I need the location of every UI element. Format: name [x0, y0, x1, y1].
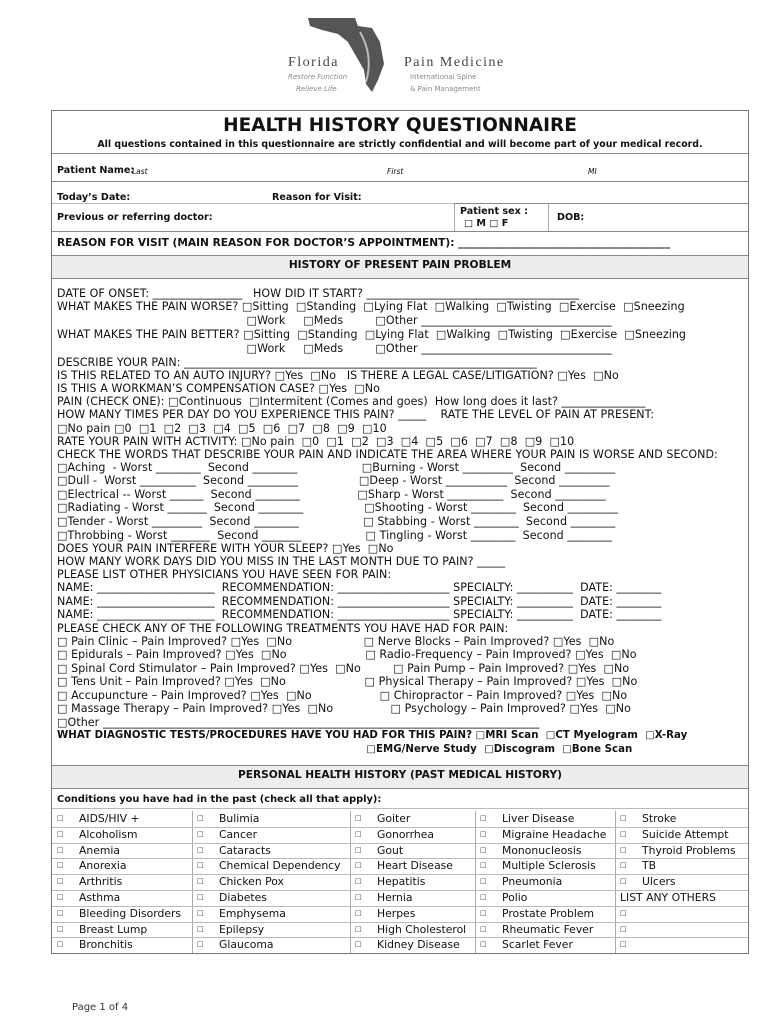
- pain-line[interactable]: □ Tens Unit – Pain Improved? □Yes □No □ Physical Therapy – Pain Improved? □Yes □No: [57, 675, 638, 688]
- condition-label: Ulcers: [642, 875, 676, 889]
- patient-name-label: Patient Name:: [57, 165, 135, 176]
- condition-label: Pneumonia: [502, 875, 563, 889]
- pain-line[interactable]: PLEASE CHECK ANY OF THE FOLLOWING TREATMENTS YOU HAVE HAD FOR PAIN:: [57, 622, 509, 635]
- condition-label: Chicken Pox: [219, 875, 284, 889]
- condition-checkbox[interactable]: □: [620, 861, 627, 870]
- todays-date-label: Today’s Date:: [57, 192, 131, 203]
- condition-label: Epilepsy: [219, 922, 265, 936]
- condition-checkbox[interactable]: □: [480, 940, 487, 949]
- condition-label: Liver Disease: [502, 812, 575, 825]
- reason-visit-label: Reason for Visit:: [272, 192, 362, 203]
- condition-checkbox[interactable]: □: [480, 908, 487, 917]
- pain-line[interactable]: PLEASE LIST OTHER PHYSICIANS YOU HAVE SEEN FOR PAIN:: [57, 568, 392, 581]
- condition-label: Rheumatic Fever: [502, 922, 594, 936]
- patient-sex-label: Patient sex :: [460, 206, 528, 217]
- condition-checkbox[interactable]: □: [620, 845, 627, 854]
- condition-checkbox[interactable]: □: [355, 845, 362, 854]
- condition-checkbox[interactable]: □: [57, 940, 64, 949]
- pain-line[interactable]: HOW MANY TIMES PER DAY DO YOU EXPERIENCE THIS PAIN? _____ RATE THE LEVEL OF PAIN AT PRESENT:: [57, 408, 655, 421]
- pain-line[interactable]: IS THIS A WORKMAN’S COMPENSATION CASE? □Yes □No: [57, 382, 380, 395]
- florida-pain-medicine-logo: [260, 12, 520, 100]
- condition-checkbox[interactable]: □: [197, 861, 204, 870]
- pain-line[interactable]: DOES YOUR PAIN INTERFERE WITH YOUR SLEEP? □Yes □No: [57, 542, 394, 555]
- condition-checkbox[interactable]: □: [57, 829, 64, 838]
- section-present-pain: HISTORY OF PRESENT PAIN PROBLEM: [288, 259, 512, 271]
- condition-checkbox[interactable]: □: [57, 877, 64, 886]
- pain-line[interactable]: □ Pain Clinic – Pain Improved? □Yes □No □ Nerve Blocks – Pain Improved? □Yes □No: [57, 635, 615, 648]
- reason-main: REASON FOR VISIT (MAIN REASON FOR DOCTOR’S APPOINTMENT): ________________________________________: [57, 237, 671, 249]
- condition-checkbox[interactable]: □: [197, 845, 204, 854]
- condition-checkbox[interactable]: □: [57, 924, 64, 933]
- condition-checkbox[interactable]: □: [480, 893, 487, 901]
- condition-label: Prostate Problem: [502, 906, 595, 920]
- referring-doctor-label: Previous or referring doctor:: [57, 212, 213, 223]
- condition-checkbox[interactable]: □: [480, 814, 487, 822]
- form-subtitle: All questions contained in this questionnaire are strictly confidential and will become part of your medical record.: [97, 139, 703, 150]
- condition-checkbox[interactable]: □: [355, 940, 362, 949]
- sex-options[interactable]: □ M □ F: [464, 218, 509, 229]
- pain-line[interactable]: PAIN (CHECK ONE): □Continuous □Intermitent (Comes and goes) How long does it last? _______________: [57, 395, 646, 408]
- condition-label: Suicide Attempt: [642, 827, 729, 841]
- pain-line[interactable]: □No pain □0 □1 □2 □3 □4 □5 □6 □7 □8 □9 □10: [57, 422, 387, 435]
- condition-checkbox[interactable]: □: [197, 893, 204, 901]
- brand-right: Pain Medicine: [404, 55, 505, 70]
- condition-checkbox[interactable]: □: [57, 845, 64, 854]
- tag-right-1: International Spine: [410, 73, 477, 81]
- pain-line[interactable]: DESCRIBE YOUR PAIN: _______________________________________________________________: [57, 356, 537, 369]
- pain-line[interactable]: CHECK THE WORDS THAT DESCRIBE YOUR PAIN AND INDICATE THE AREA WHERE YOUR PAIN IS WORSE AND SECOND:: [57, 448, 718, 461]
- condition-label: Bleeding Disorders: [79, 906, 182, 920]
- condition-label: LIST ANY OTHERS: [620, 891, 716, 904]
- conditions-intro: Conditions you have had in the past (check all that apply):: [57, 794, 382, 805]
- condition-checkbox[interactable]: □: [57, 861, 64, 870]
- condition-label: Gout: [377, 843, 404, 857]
- condition-checkbox[interactable]: □: [197, 814, 204, 822]
- condition-checkbox[interactable]: □: [480, 861, 487, 870]
- condition-label: Cataracts: [219, 843, 271, 857]
- condition-label: Anorexia: [79, 859, 127, 873]
- condition-checkbox[interactable]: □: [355, 829, 362, 838]
- pain-line[interactable]: □Other ______________________________________________________________________________: [57, 716, 540, 729]
- condition-checkbox[interactable]: □: [355, 893, 362, 901]
- condition-label: AIDS/HIV +: [79, 812, 140, 825]
- condition-label: Kidney Disease: [377, 938, 460, 952]
- pain-line[interactable]: NAME: _____________________ RECOMMENDATION: ____________________ SPECIALTY: __________ DATE: ________: [57, 595, 662, 608]
- pain-line[interactable]: WHAT DIAGNOSTIC TESTS/PROCEDURES HAVE YOU HAD FOR THIS PAIN? □MRI Scan □CT Myelogram □X-Ray: [57, 730, 688, 741]
- condition-label: Diabetes: [219, 891, 267, 904]
- condition-label: Goiter: [377, 812, 411, 825]
- first-label: First: [387, 167, 404, 176]
- condition-checkbox[interactable]: □: [620, 829, 627, 838]
- pain-line[interactable]: □Dull - Worst __________ Second _________ □Deep - Worst ___________ Second _________: [57, 474, 610, 487]
- condition-label: Asthma: [79, 891, 121, 904]
- condition-label: Emphysema: [219, 906, 286, 920]
- condition-checkbox[interactable]: □: [620, 924, 627, 933]
- condition-label: High Cholesterol: [377, 922, 467, 936]
- condition-checkbox[interactable]: □: [355, 924, 362, 933]
- condition-checkbox[interactable]: □: [197, 924, 204, 933]
- pain-line[interactable]: □ Epidurals – Pain Improved? □Yes □No □ Radio-Frequency – Pain Improved? □Yes □No: [57, 648, 637, 661]
- pain-line[interactable]: □Radiating - Worst _______ Second ________ □Shooting - Worst ________ Second _________: [57, 501, 619, 514]
- condition-checkbox[interactable]: □: [355, 877, 362, 886]
- condition-label: TB: [642, 859, 657, 873]
- condition-checkbox[interactable]: □: [57, 908, 64, 917]
- pain-line[interactable]: □Tender - Worst _________ Second ________ □ Stabbing - Worst ________ Second ________: [57, 515, 616, 528]
- pain-line[interactable]: NAME: _____________________ RECOMMENDATION: ____________________ SPECIALTY: __________ DATE: ________: [57, 608, 662, 621]
- section-personal-history: PERSONAL HEALTH HISTORY (PAST MEDICAL HISTORY): [237, 769, 563, 781]
- condition-checkbox[interactable]: □: [197, 877, 204, 886]
- condition-checkbox[interactable]: □: [355, 908, 362, 917]
- pain-line[interactable]: □Electrical -- Worst ______ Second ________ □Sharp - Worst __________ Second _________: [57, 488, 606, 501]
- condition-checkbox[interactable]: □: [197, 829, 204, 838]
- condition-checkbox[interactable]: □: [480, 845, 487, 854]
- condition-label: Mononucleosis: [502, 843, 582, 857]
- form-frame: [51, 110, 749, 954]
- last-label: Last: [132, 167, 148, 176]
- condition-label: Hernia: [377, 891, 413, 904]
- condition-label: Stroke: [642, 812, 677, 825]
- pain-line[interactable]: □Throbbing - Worst _______ Second _______ □ Tingling - Worst ________ Second ________: [57, 529, 613, 542]
- condition-label: Anemia: [79, 843, 121, 857]
- condition-checkbox[interactable]: □: [620, 908, 627, 917]
- condition-label: Bulimia: [219, 812, 260, 825]
- condition-checkbox[interactable]: □: [480, 829, 487, 838]
- condition-label: Alcoholism: [79, 827, 138, 841]
- condition-label: Gonorrhea: [377, 827, 435, 841]
- form-title: HEALTH HISTORY QUESTIONNAIRE: [223, 115, 577, 136]
- condition-label: Breast Lump: [79, 922, 148, 936]
- tag-left-2: Relieve Life: [296, 85, 337, 93]
- condition-checkbox[interactable]: □: [480, 877, 487, 886]
- pain-line[interactable]: DATE OF ONSET: ________________ HOW DID IT START? ______________________________________: [57, 287, 580, 300]
- pain-line[interactable]: HOW MANY WORK DAYS DID YOU MISS IN THE LAST MONTH DUE TO PAIN? _____: [57, 555, 506, 568]
- pain-line[interactable]: □Work □Meds □Other __________________________________: [57, 314, 612, 327]
- condition-label: Multiple Sclerosis: [502, 859, 596, 873]
- condition-label: Migraine Headache: [502, 827, 607, 841]
- condition-checkbox[interactable]: □: [620, 940, 627, 949]
- tag-left-1: Restore Function: [288, 73, 348, 81]
- pain-line[interactable]: □EMG/Nerve Study □Discogram □Bone Scan: [57, 744, 633, 755]
- mi-label: MI: [588, 167, 597, 176]
- condition-label: Heart Disease: [377, 859, 453, 873]
- condition-checkbox[interactable]: □: [480, 924, 487, 933]
- pain-line[interactable]: □ Spinal Cord Stimulator – Pain Improved? □Yes □No □ Pain Pump – Pain Improved? □Yes □No: [57, 662, 630, 675]
- condition-checkbox[interactable]: □: [355, 861, 362, 870]
- condition-label: Scarlet Fever: [502, 938, 573, 952]
- condition-checkbox[interactable]: □: [197, 908, 204, 917]
- condition-checkbox[interactable]: □: [57, 814, 64, 822]
- condition-label: Polio: [502, 891, 528, 904]
- condition-label: Glaucoma: [219, 938, 274, 952]
- tag-right-2: & Pain Management: [410, 85, 481, 93]
- condition-label: Hepatitis: [377, 875, 426, 889]
- condition-label: Bronchitis: [79, 938, 133, 952]
- condition-label: Chemical Dependency: [219, 859, 341, 873]
- pain-line[interactable]: WHAT MAKES THE PAIN BETTER? □Sitting □Standing □Lying Flat □Walking □Twisting □Exercise □Sneezing: [57, 328, 687, 341]
- condition-checkbox[interactable]: □: [355, 814, 362, 822]
- condition-label: Thyroid Problems: [642, 843, 736, 857]
- condition-checkbox[interactable]: □: [57, 893, 64, 901]
- brand-left: Florida: [288, 55, 339, 70]
- pain-line[interactable]: WHAT MAKES THE PAIN WORSE? □Sitting □Standing □Lying Flat □Walking □Twisting □Exercise □Sneezing: [57, 300, 685, 313]
- condition-checkbox[interactable]: □: [197, 940, 204, 949]
- pain-line[interactable]: NAME: _____________________ RECOMMENDATION: ____________________ SPECIALTY: __________ DATE: ________: [57, 581, 662, 594]
- dob-label: DOB:: [557, 212, 585, 223]
- pain-line[interactable]: □Work □Meds □Other __________________________________: [57, 342, 612, 355]
- condition-label: Cancer: [219, 827, 258, 841]
- pain-line[interactable]: IS THIS RELATED TO AN AUTO INJURY? □Yes □No IS THERE A LEGAL CASE/LITIGATION? □Yes □No: [57, 369, 619, 382]
- pain-line[interactable]: □ Accupuncture – Pain Improved? □Yes □No □ Chiropractor – Pain Improved? □Yes □No: [57, 689, 628, 702]
- pain-line[interactable]: □Aching - Worst ________ Second ________ □Burning - Worst _________ Second _________: [57, 461, 616, 474]
- pain-line[interactable]: □ Massage Therapy – Pain Improved? □Yes □No □ Psychology – Pain Improved? □Yes □No: [57, 702, 631, 715]
- pain-line[interactable]: RATE YOUR PAIN WITH ACTIVITY: □No pain □0 □1 □2 □3 □4 □5 □6 □7 □8 □9 □10: [57, 435, 575, 448]
- condition-checkbox[interactable]: □: [620, 814, 627, 822]
- condition-label: Herpes: [377, 906, 416, 920]
- condition-checkbox[interactable]: □: [620, 877, 627, 886]
- condition-label: Arthritis: [79, 875, 123, 889]
- page-number: Page 1 of 4: [72, 1002, 129, 1013]
